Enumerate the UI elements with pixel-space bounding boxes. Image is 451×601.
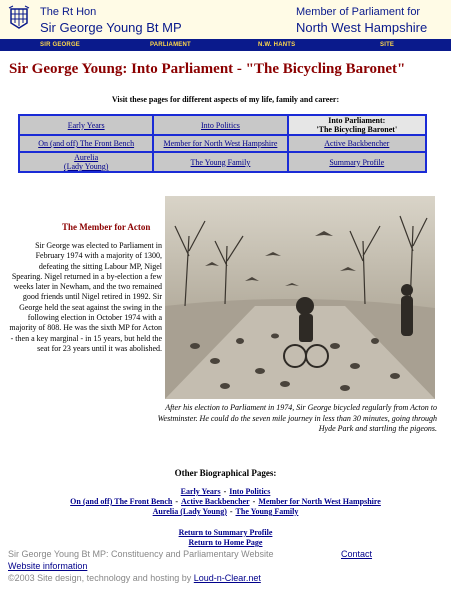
section-heading: The Member for Acton [62, 222, 151, 232]
link-separator: - [223, 487, 227, 496]
current-page-line1: Into Parliament: [328, 116, 386, 125]
bio-links [0, 487, 451, 517]
link-early-years[interactable]: Early Years [180, 487, 221, 496]
grid-into-politics[interactable]: Into Politics [201, 120, 240, 130]
copyright-text: ©2003 Site design, technology and hosting by [8, 573, 192, 583]
nav-site[interactable]: SITE [380, 42, 395, 48]
footer-copyright [8, 573, 261, 583]
nav-nw-hants[interactable]: N.W. HANTS [258, 42, 296, 48]
portcullis-icon [8, 5, 30, 29]
grid-current-page [288, 115, 426, 135]
page-title: Sir George Young: Into Parliament - "The Bicycling Baronet" [9, 61, 406, 77]
return-links [0, 528, 451, 548]
link-active-backbencher[interactable]: Active Backbencher [181, 497, 250, 506]
aurelia-line2: (Lady Young) [63, 162, 109, 171]
photo-caption: After his election to Parliament in 1974, Sir George bicycled regularly from Acton to Westminster. He could do the seven mile journey in less than 30 minutes, going through Hyde Park and startling the pigeons. [157, 403, 437, 433]
link-aurelia[interactable]: Aurelia (Lady Young) [152, 507, 227, 516]
footer-contact-wrap [341, 549, 372, 559]
return-summary-link[interactable]: Return to Summary Profile [178, 528, 273, 537]
site-header [0, 0, 451, 41]
grid-front-bench[interactable]: On (and off) The Front Bench [38, 139, 135, 148]
link-separator: - [229, 507, 233, 516]
link-front-bench[interactable]: On (and off) The Front Bench [70, 497, 173, 506]
link-member-nwh[interactable]: Member for North West Hampshire [258, 497, 381, 506]
constituency [296, 5, 427, 35]
aurelia-line1: Aurelia [74, 153, 99, 162]
grid-early-years[interactable]: Early Years [67, 120, 105, 130]
grid-member-nwh[interactable]: Member for North West Hampshire [163, 139, 278, 148]
footer-info-wrap [8, 561, 87, 571]
nav-parliament[interactable]: PARLIAMENT [150, 42, 191, 48]
other-pages-heading: Other Biographical Pages: [174, 468, 277, 478]
grid-summary-profile[interactable]: Summary Profile [329, 157, 385, 167]
link-separator: - [175, 497, 178, 506]
return-home-link[interactable]: Return to Home Page [188, 538, 263, 547]
top-nav [0, 41, 451, 51]
contact-link[interactable]: Contact [341, 549, 373, 559]
grid-active-backbencher[interactable]: Active Backbencher [324, 139, 390, 148]
current-page-line2: 'The Bicycling Baronet' [316, 125, 398, 134]
link-into-politics[interactable]: Into Politics [229, 487, 271, 496]
section-grid [18, 114, 427, 173]
title-line2: Sir George Young Bt MP [40, 20, 182, 35]
grid-young-family[interactable]: The Young Family [190, 157, 251, 167]
constituency-line1: Member of Parliament for [296, 6, 421, 18]
bio-text: Sir George was elected to Parliament in February 1974 with a majority of 1300, defeating the sitting Labour MP, Nigel Spearing. Nigel returned in a by-election a few weeks later in Newham, and the two remained good friends until Nigel retired in 1992. Sir George held the seat against the swing in the following election in October 1974 with a majority of 808. He was the sixth MP for Acton - then a key marginal - in 15 years, but held the seat for 23 years until it was abolished. [9, 241, 162, 353]
link-separator: - [252, 497, 256, 506]
title-line1: The Rt Hon [40, 6, 97, 18]
website-info-link[interactable]: Website information [8, 561, 88, 571]
link-young-family[interactable]: The Young Family [235, 507, 299, 516]
intro-text: Visit these pages for different aspects of my life, family and career: [111, 95, 340, 104]
host-link[interactable]: Loud-n-Clear.net [193, 573, 261, 583]
mp-name[interactable] [40, 5, 182, 35]
nav-sir-george[interactable]: SIR GEORGE [40, 42, 81, 48]
footer-site-text: Sir George Young Bt MP: Constituency and Parliamentary Website [8, 549, 274, 559]
constituency-line2: North West Hampshire [296, 20, 428, 35]
grid-aurelia[interactable] [64, 153, 108, 171]
cyclist-photo [165, 196, 435, 399]
